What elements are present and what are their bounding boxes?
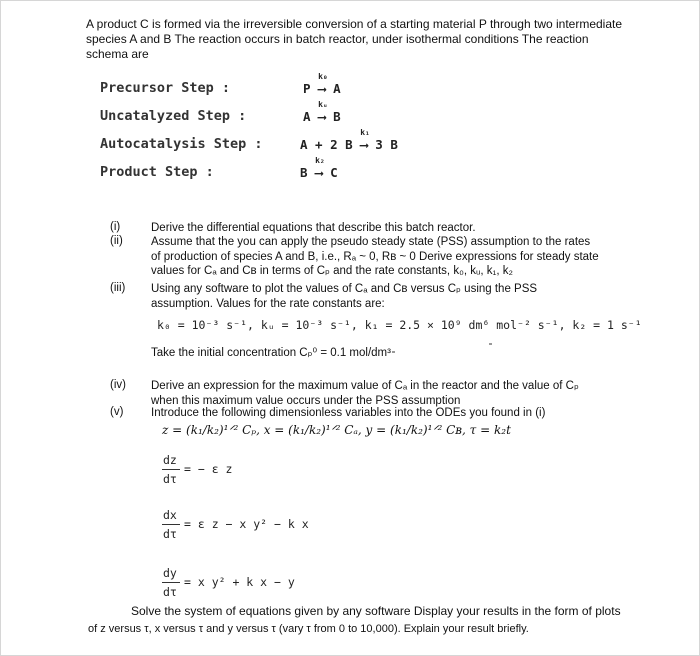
item-text-i: Derive the differential equations that describe this batch reactor. [151, 222, 476, 234]
final-instruction-line1: Solve the system of equations given by any software Display your results in the form of plots [131, 604, 621, 618]
rate-constant-label: k₂ [315, 156, 325, 165]
reaction-autocatalysis [300, 128, 398, 152]
fraction-bar [162, 582, 180, 583]
fraction-bar [162, 524, 180, 525]
rate-constant-label: k₁ [360, 128, 370, 137]
reaction-arrow: k₁ ⟶ [360, 128, 370, 152]
item-text-iii: Using any software to plot the values of Cₐ and Cʙ versus Cₚ using the PSS assumption. Values for the rate constants are: [151, 283, 538, 310]
item-number-iii: (iii) [110, 282, 126, 294]
ode2-denominator: dτ [163, 527, 177, 541]
ode1-numerator: dz [163, 453, 177, 467]
rate-constant-label: k₀ [318, 72, 328, 81]
reaction-product [300, 156, 338, 180]
reaction-precursor [303, 72, 341, 96]
reactant: P [303, 81, 311, 96]
step-label-uncatalyzed: Uncatalyzed Step : [100, 108, 247, 124]
item-text-v: Introduce the following dimensionless variables into the ODEs you found in (i) [151, 407, 546, 419]
item-text-ii: Assume that the you can apply the pseudo steady state (PSS) assumption to the rates of production of species A and B, i.e., Rₐ ~ 0, Rʙ ~ 0 Derive expressions for steady state values for Cₐ and Cʙ in terms of Cₚ and the rate constants, k₀, kᵤ, k₁, k₂ [151, 236, 599, 277]
product: C [330, 165, 338, 180]
item-number-v: (v) [110, 406, 124, 418]
reaction-arrow: k₂ ⟶ [315, 156, 325, 180]
item-number-iv: (iv) [110, 379, 126, 391]
final-instruction-line2: of z versus τ, x versus τ and y versus τ (vary τ from 0 to 10,000). Explain your result briefly. [88, 623, 529, 635]
ode3-denominator: dτ [163, 585, 177, 599]
reactant: A [303, 109, 311, 124]
product: A [333, 81, 341, 96]
step-label-product: Product Step : [100, 164, 214, 180]
product: B [333, 109, 341, 124]
reactant: A + 2 B [300, 137, 353, 152]
stray-mark [489, 343, 492, 345]
rate-constant-label: kᵤ [318, 100, 328, 109]
step-label-autocatalysis: Autocatalysis Step : [100, 136, 263, 152]
reaction-arrow: kᵤ ⟶ [318, 100, 328, 124]
step-label-precursor: Precursor Step : [100, 80, 231, 96]
reactant: B [300, 165, 308, 180]
ode3-numerator: dy [163, 566, 177, 580]
item-number-ii: (ii) [110, 235, 123, 247]
product: 3 B [375, 137, 398, 152]
ode1-rhs: = − ε z [184, 462, 233, 476]
ode2-numerator: dx [163, 508, 177, 522]
stray-mark [392, 351, 395, 353]
ode1-denominator: dτ [163, 472, 177, 486]
intro-paragraph: A product C is formed via the irreversible conversion of a starting material P through two intermediate species A and B The reaction occurs in batch reactor, under isothermal conditions The reaction schema are [86, 17, 623, 61]
item-text-iv: Derive an expression for the maximum value of Cₐ in the reactor and the value of Cₚ when this maximum value occurs under the PSS assumption [151, 380, 579, 407]
rate-constant-values: k₀ = 10⁻³ s⁻¹, kᵤ = 10⁻³ s⁻¹, k₁ = 2.5 × 10⁹ dm⁶ mol⁻² s⁻¹, k₂ = 1 s⁻¹ [157, 318, 642, 332]
ode2-rhs: = ε z − x y² − k x [184, 517, 309, 531]
item-number-i: (i) [110, 221, 121, 233]
initial-concentration: Take the initial concentration Cₚ⁰ = 0.1 mol/dm³ [151, 347, 391, 359]
reaction-uncatalyzed [303, 100, 341, 124]
reaction-arrow: k₀ ⟶ [318, 72, 328, 96]
ode3-rhs: = x y² + k x − y [184, 575, 295, 589]
fraction-bar [162, 469, 180, 470]
dimensionless-variables: z = (k₁/k₂)¹ᐟ² Cₚ, x = (k₁/k₂)¹ᐟ² Cₐ, y = (k₁/k₂)¹ᐟ² Cʙ, τ = k₂t [162, 423, 511, 437]
